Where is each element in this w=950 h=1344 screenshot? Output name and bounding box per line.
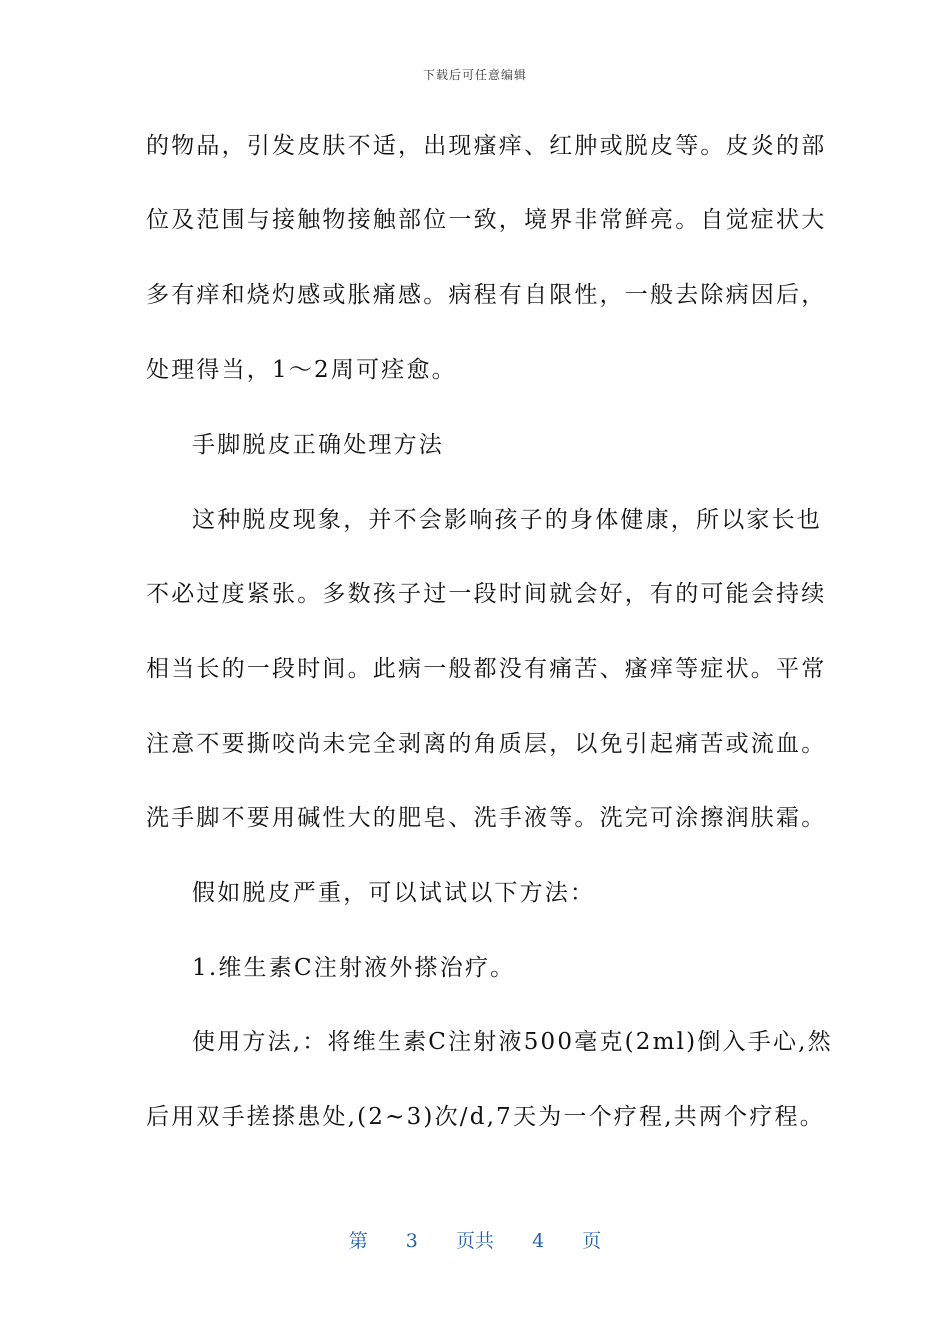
body-line: 的物品，引发皮肤不适，出现瘙痒、红肿或脱皮等。皮炎的部 <box>146 133 827 159</box>
section-heading: 手脚脱皮正确处理方法 <box>192 432 444 458</box>
body-line: 位及范围与接触物接触部位一致，境界非常鲜亮。自觉症状大 <box>146 207 827 233</box>
footer-suffix: 页 <box>582 1230 602 1252</box>
body-line: 假如脱皮严重，可以试试以下方法： <box>192 880 596 906</box>
body-line: 多有痒和烧灼感或胀痛感。病程有自限性，一般去除病因后， <box>146 282 827 308</box>
list-item: 1.维生素C注射液外搽治疗。 <box>192 955 516 981</box>
body-line: 这种脱皮现象，并不会影响孩子的身体健康，所以家长也 <box>192 507 822 533</box>
body-line: 后用双手搓搽患处,(2~3)次/d,7天为一个疗程,共两个疗程。 <box>146 1104 825 1130</box>
body-line: 使用方法,：将维生素C注射液500毫克(2ml)倒入手心,然 <box>192 1029 833 1055</box>
body-line: 注意不要撕咬尚未完全剥离的角质层，以免引起痛苦或流血。 <box>146 731 827 757</box>
footer-prefix: 第 <box>348 1230 368 1252</box>
page-header: 下载后可任意编辑 <box>422 68 527 82</box>
page-footer <box>0 1226 950 1253</box>
body-line: 洗手脚不要用碱性大的肥皂、洗手液等。洗完可涂擦润肤霜。 <box>146 805 827 831</box>
body-line: 相当长的一段时间。此病一般都没有痛苦、瘙痒等症状。平常 <box>146 656 827 682</box>
body-line: 不必过度紧张。多数孩子过一段时间就会好，有的可能会持续 <box>146 581 827 607</box>
footer-middle: 页共 <box>455 1230 494 1252</box>
footer-current-page: 3 <box>405 1230 418 1252</box>
body-line: 处理得当，1～2周可痊愈。 <box>146 357 457 383</box>
footer-total-pages: 4 <box>532 1230 545 1252</box>
